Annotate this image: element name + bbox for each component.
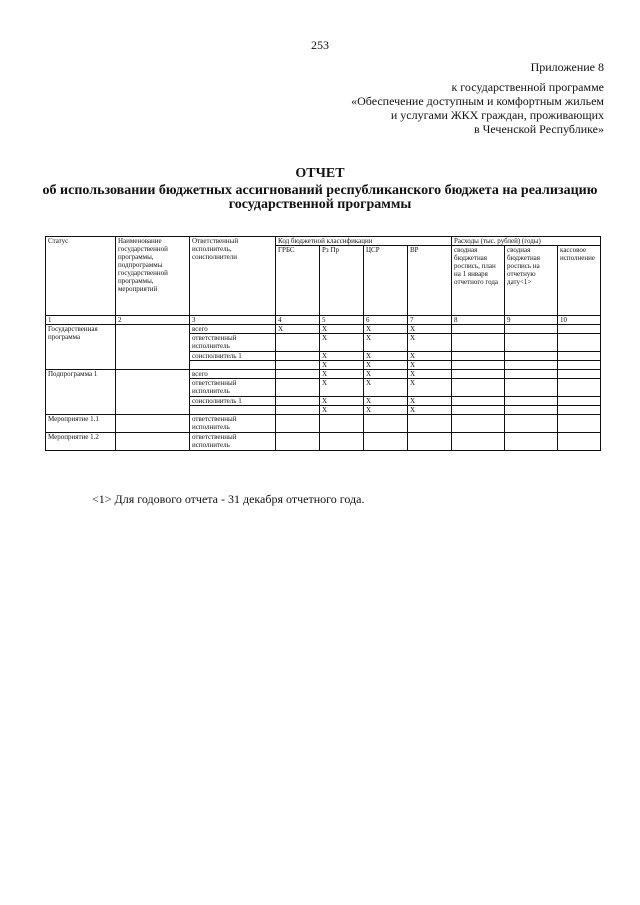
table-row xyxy=(46,433,601,451)
expense-cell xyxy=(452,415,505,433)
x-mark: X xyxy=(320,352,364,361)
column-number: 5 xyxy=(320,316,364,325)
row-status: Мероприятие 1.1 xyxy=(46,415,116,433)
table-row xyxy=(46,415,601,433)
row-executor: всего xyxy=(190,370,276,379)
header-csr: ЦСР xyxy=(364,246,408,316)
footnote: <1> Для годового отчета - 31 декабря отчетного года. xyxy=(92,492,365,506)
expense-cell xyxy=(505,397,558,406)
x-mark: X xyxy=(320,370,364,379)
appendix-line: и услугами ЖКХ граждан, проживающих xyxy=(390,108,604,122)
row-executor: ответственный исполнитель xyxy=(190,433,276,451)
x-mark: X xyxy=(276,325,320,334)
grbs-cell xyxy=(276,370,320,379)
report-table xyxy=(45,236,601,451)
header-budget-code: Код бюджетной классификации xyxy=(276,237,452,246)
expense-cell xyxy=(505,325,558,334)
x-mark: X xyxy=(364,370,408,379)
expense-cell xyxy=(505,415,558,433)
expense-cell xyxy=(558,325,601,334)
x-mark: X xyxy=(320,325,364,334)
expense-cell xyxy=(505,370,558,379)
expense-cell xyxy=(558,397,601,406)
report-subtitle: об использовании бюджетных ассигнований республиканского бюджета на реализацию государственной программы xyxy=(42,183,598,212)
x-mark: X xyxy=(408,406,452,415)
header-name: Наименование государственной программы, подпрограммы государственной программы, мероприятий xyxy=(116,237,190,316)
expense-cell xyxy=(558,334,601,352)
column-number: 2 xyxy=(116,316,190,325)
x-mark: X xyxy=(320,379,364,397)
row-status: Подпрограмма 1 xyxy=(46,370,116,415)
expense-cell xyxy=(452,379,505,397)
row-executor xyxy=(190,361,276,370)
row-name xyxy=(116,415,190,433)
x-mark: X xyxy=(320,361,364,370)
table-row xyxy=(46,325,601,334)
column-number: 6 xyxy=(364,316,408,325)
expense-cell xyxy=(452,406,505,415)
column-number-row xyxy=(46,316,601,325)
header-exp-current: сводная бюджетная роспись на отчетную дату<1> xyxy=(505,246,558,316)
column-number: 7 xyxy=(408,316,452,325)
x-mark: X xyxy=(364,334,408,352)
x-mark: X xyxy=(408,352,452,361)
expense-cell xyxy=(505,361,558,370)
appendix-block xyxy=(351,60,604,136)
column-number: 9 xyxy=(505,316,558,325)
column-number: 3 xyxy=(190,316,276,325)
header-vr: ВР xyxy=(408,246,452,316)
expense-cell xyxy=(505,379,558,397)
grbs-cell xyxy=(276,406,320,415)
x-mark: X xyxy=(408,397,452,406)
row-name xyxy=(116,433,190,451)
x-mark: X xyxy=(364,361,408,370)
x-mark: X xyxy=(364,352,408,361)
row-executor: соисполнитель 1 xyxy=(190,352,276,361)
header-exp-plan: сводная бюджетная роспись, план на 1 января отчетного года xyxy=(452,246,505,316)
row-name xyxy=(116,325,190,370)
expense-cell xyxy=(558,370,601,379)
column-number: 10 xyxy=(558,316,601,325)
grbs-cell xyxy=(276,433,320,451)
row-status: Государственная программа xyxy=(46,325,116,370)
expense-cell xyxy=(558,361,601,370)
row-executor xyxy=(190,406,276,415)
x-mark: X xyxy=(364,325,408,334)
grbs-cell xyxy=(276,352,320,361)
header-expenses: Расходы (тыс. рублей) (годы) xyxy=(452,237,601,246)
expense-cell xyxy=(558,415,601,433)
expense-cell xyxy=(558,433,601,451)
row-executor: ответственный исполнитель xyxy=(190,415,276,433)
header-exp-cash: кассовое исполнение xyxy=(558,246,601,316)
expense-cell xyxy=(558,379,601,397)
x-mark: X xyxy=(320,397,364,406)
column-number: 1 xyxy=(46,316,116,325)
vr-cell xyxy=(408,433,452,451)
expense-cell xyxy=(452,433,505,451)
row-executor: соисполнитель 1 xyxy=(190,397,276,406)
x-mark: X xyxy=(364,406,408,415)
expense-cell xyxy=(452,325,505,334)
expense-cell xyxy=(452,370,505,379)
page-number: 253 xyxy=(311,38,329,52)
grbs-cell xyxy=(276,415,320,433)
header-status: Статус xyxy=(46,237,116,316)
x-mark: X xyxy=(320,406,364,415)
x-mark: X xyxy=(408,379,452,397)
x-mark: X xyxy=(320,334,364,352)
rzpr-cell xyxy=(320,433,364,451)
appendix-line: «Обеспечение доступным и комфортным жильем xyxy=(351,94,604,108)
grbs-cell xyxy=(276,379,320,397)
expense-cell xyxy=(452,361,505,370)
expense-cell xyxy=(558,406,601,415)
grbs-cell xyxy=(276,334,320,352)
row-executor: всего xyxy=(190,325,276,334)
csr-cell xyxy=(364,433,408,451)
row-executor: ответственный исполнитель xyxy=(190,379,276,397)
row-executor: ответственный исполнитель xyxy=(190,334,276,352)
header-executor: Ответственный исполнитель, соисполнители xyxy=(190,237,276,316)
expense-cell xyxy=(505,406,558,415)
report-title: ОТЧЕТ xyxy=(295,166,345,181)
column-number: 8 xyxy=(452,316,505,325)
x-mark: X xyxy=(408,334,452,352)
expense-cell xyxy=(505,433,558,451)
expense-cell xyxy=(452,352,505,361)
table-row xyxy=(46,370,601,379)
expense-cell xyxy=(505,352,558,361)
grbs-cell xyxy=(276,397,320,406)
expense-cell xyxy=(452,334,505,352)
expense-cell xyxy=(505,334,558,352)
csr-cell xyxy=(364,415,408,433)
x-mark: X xyxy=(408,370,452,379)
expense-cell xyxy=(452,397,505,406)
header-rzpr: Рз Пр xyxy=(320,246,364,316)
appendix-line: к государственной программе xyxy=(451,80,604,94)
appendix-title: Приложение 8 xyxy=(530,60,604,74)
header-grbs: ГРБС xyxy=(276,246,320,316)
expense-cell xyxy=(558,352,601,361)
x-mark: X xyxy=(408,325,452,334)
row-status: Мероприятие 1.2 xyxy=(46,433,116,451)
x-mark: X xyxy=(408,361,452,370)
grbs-cell xyxy=(276,361,320,370)
column-number: 4 xyxy=(276,316,320,325)
appendix-line: в Чеченской Республике» xyxy=(473,122,604,136)
x-mark: X xyxy=(364,379,408,397)
x-mark: X xyxy=(364,397,408,406)
rzpr-cell xyxy=(320,415,364,433)
vr-cell xyxy=(408,415,452,433)
row-name xyxy=(116,370,190,415)
